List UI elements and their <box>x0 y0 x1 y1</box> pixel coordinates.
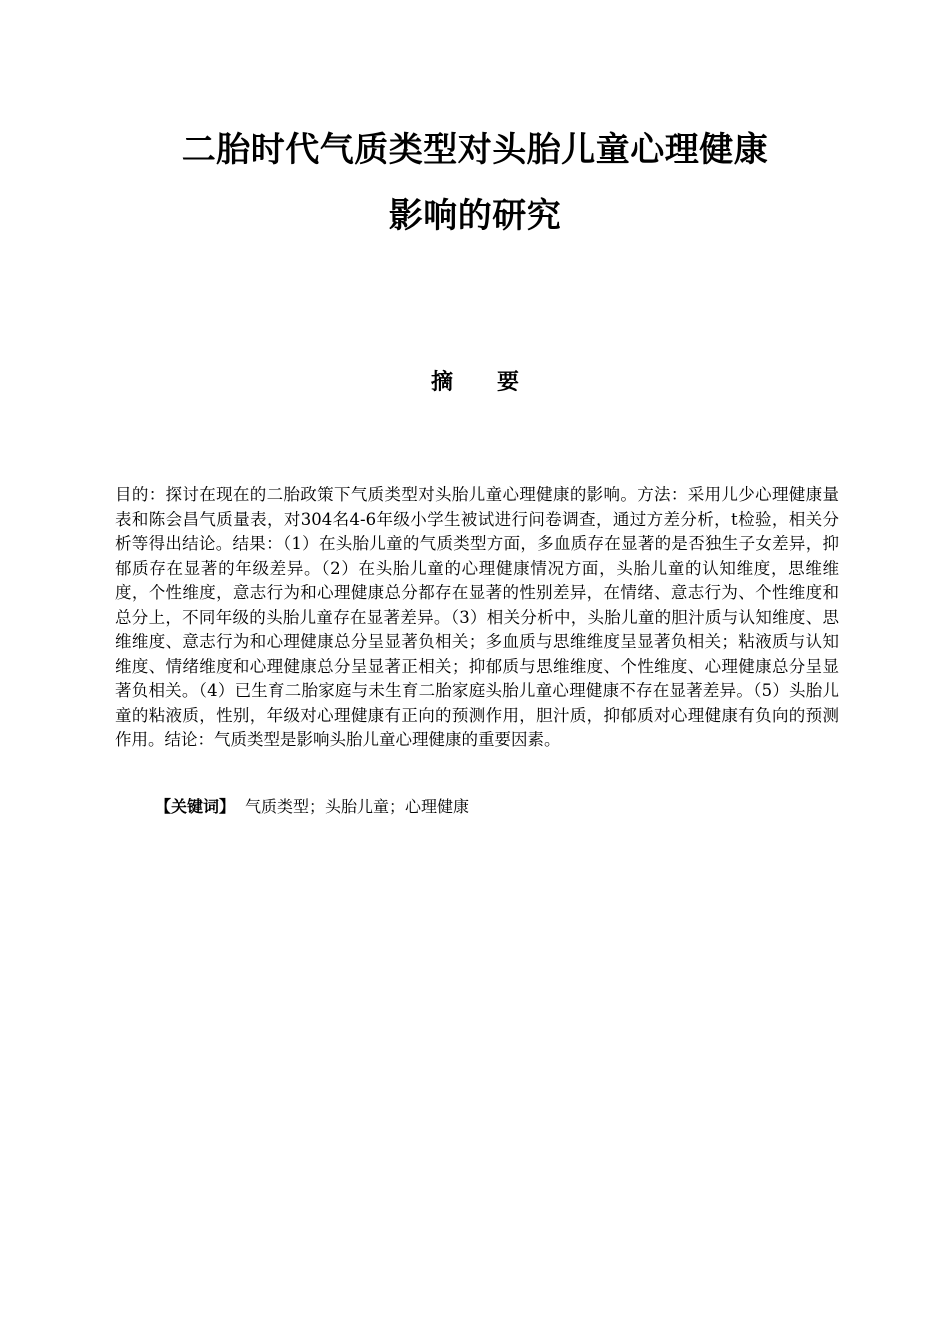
document-title-line-2: 影响的研究 <box>388 196 562 236</box>
keywords-value: 气质类型；头胎儿童；心理健康 <box>245 797 470 816</box>
abstract-body: 目的：探讨在现在的二胎政策下气质类型对头胎儿童心理健康的影响。方法：采用儿少心理健康量表和陈会昌气质量表，对304名4-6年级小学生被试进行问卷调查，通过方差分析，t检验，相关分析等得出结论。结果：（1）在头胎儿童的气质类型方面，多血质存在显著的是否独生子女差异，抑郁质存在显著的年级差异。（2）在头胎儿童的心理健康情况方面，头胎儿童的认知维度，思维维度，个性维度，意志行为和心理健康总分都存在显著的性别差异，在情绪、意志行为、个性维度和总分上，不同年级的头胎儿童存在显著差异。（3）相关分析中，头胎儿童的胆汁质与认知维度、思维维度、意志行为和心理健康总分呈显著负相关；多血质与思维维度呈显著负相关；粘液质与认知维度、情绪维度和心理健康总分呈显著正相关；抑郁质与思维维度、个性维度、心理健康总分呈显著负相关。（4）已生育二胎家庭与未生育二胎家庭头胎儿童心理健康不存在显著差异。（5）头胎儿童的粘液质，性别，年级对心理健康有正向的预测作用，胆汁质，抑郁质对心理健康有负向的预测作用。结论：气质类型是影响头胎儿童心理健康的重要因素。 <box>115 485 839 749</box>
abstract-heading: 摘要 <box>430 370 563 395</box>
document-title-line-1: 二胎时代气质类型对头胎儿童心理健康 <box>181 130 769 170</box>
keywords-label: 【关键词】 <box>155 797 236 816</box>
keywords-line <box>155 795 839 819</box>
